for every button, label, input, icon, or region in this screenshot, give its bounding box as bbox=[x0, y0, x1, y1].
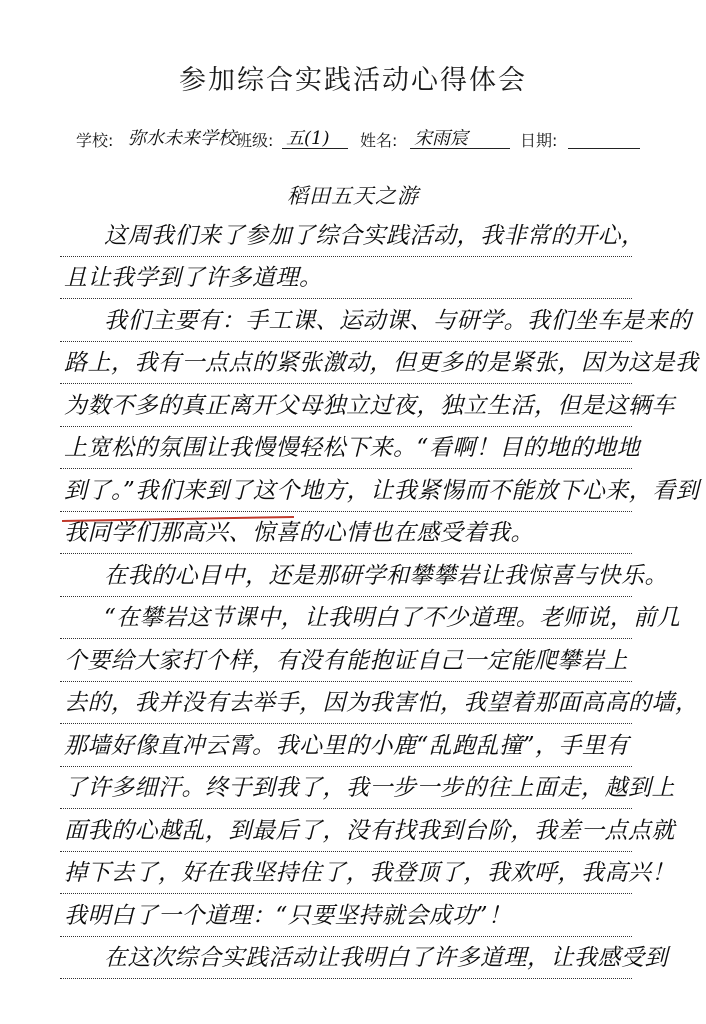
essay-line-text: 个要给大家打个样，有没有能抱证自己一定能爬攀岩上 bbox=[64, 647, 628, 674]
essay-line bbox=[60, 257, 632, 300]
essay-line bbox=[60, 214, 645, 257]
essay-line-text: 我明白了一个道理：“只要坚持就会成功”！ bbox=[64, 902, 512, 929]
essay-line-text: 那墙好像直冲云霄。我心里的小鹿“乱跑乱撞”，手里有 bbox=[64, 732, 630, 759]
essay-body bbox=[60, 214, 700, 979]
essay-line-text: 我们主要有：手工课、运动课、与研学。我们坐车是来的 bbox=[104, 307, 692, 334]
date-underline bbox=[568, 148, 640, 149]
essay-line bbox=[60, 427, 641, 470]
essay-line bbox=[60, 597, 681, 640]
essay-line bbox=[60, 767, 675, 810]
student-info-row bbox=[76, 124, 676, 154]
class-label: 班级: bbox=[236, 131, 274, 150]
essay-line bbox=[60, 639, 632, 682]
class-value: 五(1) bbox=[286, 128, 330, 149]
essay-line-text: 在我的心目中，还是那研学和攀攀岩让我惊喜与快乐。 bbox=[104, 562, 668, 589]
date-label: 日期: bbox=[520, 131, 558, 150]
name-label: 姓名: bbox=[360, 131, 398, 150]
name-value: 宋雨宸 bbox=[414, 128, 468, 149]
essay-line-text: 面我的心越乱，到最后了，没有找我到台阶，我差一点点就 bbox=[64, 817, 675, 844]
school-label: 学校: bbox=[76, 131, 114, 150]
essay-line bbox=[60, 469, 700, 512]
essay-line-text: 为数不多的真正离开父母独立过夜，独立生活，但是这辆车 bbox=[64, 392, 675, 419]
essay-line-text: 上宽松的氛围让我慢慢轻松下来。“看啊！目的地的地地 bbox=[64, 435, 641, 461]
essay-line-text: 路上，我有一点点的紧张激动，但更多的是紧张，因为这是我 bbox=[64, 350, 699, 376]
essay-line-text: 了许多细汗。终于到我了，我一步一步的往上面走，越到上 bbox=[64, 775, 675, 801]
essay-line bbox=[60, 554, 668, 597]
essay-line-text: 到了。”我们来到了这个地方，让我紧惕而不能放下心来，看到 bbox=[64, 477, 700, 504]
name-underline bbox=[410, 148, 510, 149]
essay-line bbox=[60, 894, 632, 937]
essay-line bbox=[60, 342, 699, 385]
essay-line-text: 这周我们来了参加了综合实践活动，我非常的开心， bbox=[104, 222, 645, 249]
school-value: 弥水未来学校 bbox=[128, 128, 236, 149]
essay-subtitle: 稻田五天之游 bbox=[287, 184, 419, 208]
class-underline bbox=[282, 148, 348, 149]
essay-line-text: 去的，我并没有去举手，因为我害怕，我望着那面高高的墙， bbox=[64, 690, 699, 716]
document-title: 参加综合实践活动心得体会 bbox=[179, 65, 527, 96]
essay-line bbox=[60, 852, 675, 895]
essay-line bbox=[60, 384, 675, 427]
essay-line bbox=[60, 937, 668, 980]
essay-line bbox=[60, 724, 632, 767]
essay-line-text: 掉下去了，好在我坚持住了，我登顶了，我欢呼，我高兴！ bbox=[64, 860, 675, 886]
essay-line bbox=[60, 299, 692, 342]
essay-line bbox=[60, 682, 699, 725]
essay-line-text: 且让我学到了许多道理。 bbox=[64, 265, 323, 291]
essay-line-text: 在这次综合实践活动让我明白了许多道理，让我感受到 bbox=[104, 945, 668, 971]
essay-line-text: 我同学们那高兴、惊喜的心情也在感受着我。 bbox=[64, 520, 534, 546]
essay-line-text: “在攀岩这节课中，让我明白了不少道理。老师说，前几 bbox=[104, 605, 681, 631]
essay-line bbox=[60, 809, 675, 852]
